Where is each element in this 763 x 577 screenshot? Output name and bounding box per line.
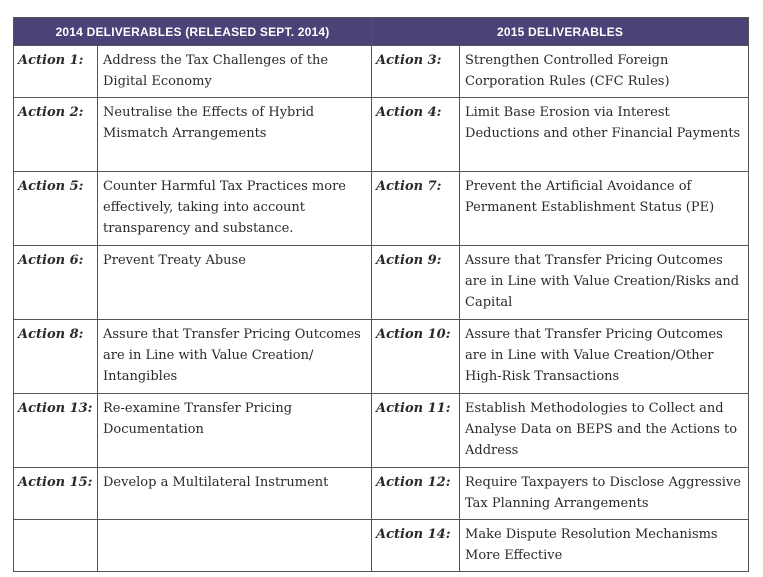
left-action-description: Neutralise the Effects of Hybrid Mismatch Arrangements <box>98 98 372 172</box>
table-row <box>14 46 749 98</box>
left-action-label <box>14 520 98 572</box>
right-action-description: Limit Base Erosion via Interest Deductions and other Financial Payments <box>460 98 749 172</box>
right-action-label: Action 4: <box>372 98 460 172</box>
right-action-description: Prevent the Artificial Avoidance of Permanent Establishment Status (PE) <box>460 172 749 246</box>
table-row <box>14 520 749 572</box>
table-row <box>14 394 749 468</box>
right-action-label: Action 7: <box>372 172 460 246</box>
table-row <box>14 320 749 394</box>
table-row <box>14 468 749 520</box>
header-2015: 2015 DELIVERABLES <box>372 18 749 46</box>
left-action-label: Action 2: <box>14 98 98 172</box>
left-action-description <box>98 520 372 572</box>
table-row <box>14 172 749 246</box>
left-action-description: Address the Tax Challenges of the Digital Economy <box>98 46 372 98</box>
header-row <box>14 18 749 46</box>
right-action-description: Assure that Transfer Pricing Outcomes are in Line with Value Creation/Risks and Capital <box>460 246 749 320</box>
right-action-label: Action 9: <box>372 246 460 320</box>
right-action-description: Assure that Transfer Pricing Outcomes are in Line with Value Creation/Other High-Risk Transactions <box>460 320 749 394</box>
left-action-description: Prevent Treaty Abuse <box>98 246 372 320</box>
right-action-label: Action 10: <box>372 320 460 394</box>
header-2014: 2014 DELIVERABLES (RELEASED SEPT. 2014) <box>14 18 372 46</box>
right-action-description: Require Taxpayers to Disclose Aggressive Tax Planning Arrangements <box>460 468 749 520</box>
left-action-label: Action 13: <box>14 394 98 468</box>
left-action-label: Action 15: <box>14 468 98 520</box>
table-row <box>14 246 749 320</box>
right-action-label: Action 12: <box>372 468 460 520</box>
right-action-label: Action 11: <box>372 394 460 468</box>
right-action-description: Establish Methodologies to Collect and Analyse Data on BEPS and the Actions to Address <box>460 394 749 468</box>
deliverables-table <box>13 17 749 572</box>
right-action-description: Strengthen Controlled Foreign Corporation Rules (CFC Rules) <box>460 46 749 98</box>
left-action-label: Action 8: <box>14 320 98 394</box>
right-action-label: Action 3: <box>372 46 460 98</box>
right-action-label: Action 14: <box>372 520 460 572</box>
left-action-label: Action 6: <box>14 246 98 320</box>
deliverables-table-wrapper <box>13 17 749 572</box>
left-action-description: Re-examine Transfer Pricing Documentation <box>98 394 372 468</box>
table-row <box>14 98 749 172</box>
left-action-description: Assure that Transfer Pricing Outcomes are in Line with Value Creation/ Intangibles <box>98 320 372 394</box>
left-action-description: Develop a Multilateral Instrument <box>98 468 372 520</box>
right-action-description: Make Dispute Resolution Mechanisms More Effective <box>460 520 749 572</box>
left-action-label: Action 5: <box>14 172 98 246</box>
left-action-label: Action 1: <box>14 46 98 98</box>
left-action-description: Counter Harmful Tax Practices more effectively, taking into account transparency and substance. <box>98 172 372 246</box>
